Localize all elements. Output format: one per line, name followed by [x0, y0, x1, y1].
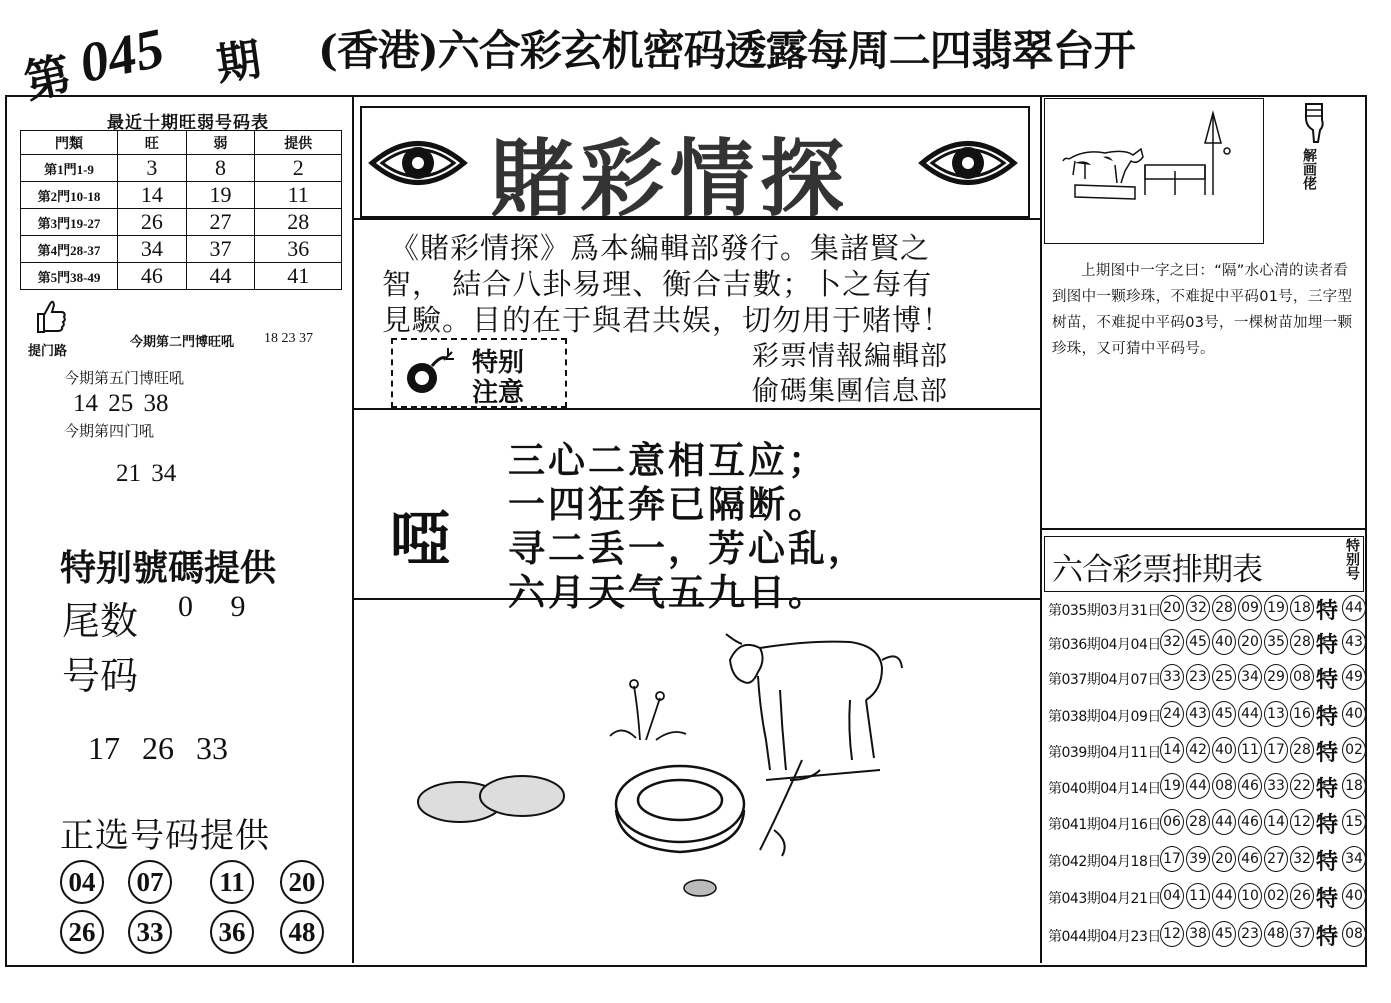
col-door: 門類	[21, 131, 118, 155]
provide-value: 2	[255, 155, 342, 182]
issue-suffix: 期	[213, 34, 264, 91]
riddle-line: 三心二意相互应；	[508, 439, 828, 482]
draw-ball: 16	[1290, 701, 1314, 727]
puzzle-hint-label: 解画佬	[1301, 148, 1317, 190]
draw-ball: 20	[1160, 595, 1184, 621]
divider-intro	[354, 408, 1040, 410]
draw-ball: 12	[1160, 921, 1184, 947]
draw-ball: 28	[1186, 809, 1210, 835]
special-ball: 34	[1342, 846, 1366, 872]
draw-ball: 06	[1160, 809, 1184, 835]
issue-prefix: 第	[19, 46, 76, 110]
special-ball: 49	[1342, 664, 1366, 690]
notice-bottom: 注意	[472, 378, 525, 408]
pick-ball: 33	[128, 910, 172, 954]
draw-label: 第040期04月14日	[1048, 781, 1161, 797]
draw-ball: 32	[1186, 595, 1210, 621]
draw-ball: 11	[1238, 737, 1262, 763]
schedule-row	[1048, 626, 1366, 658]
draw-ball: 28	[1212, 595, 1236, 621]
draw-ball: 02	[1264, 883, 1288, 909]
special-mark: 特	[1316, 632, 1339, 658]
draw-label: 第037期04月07日	[1048, 672, 1161, 688]
draw-ball: 39	[1186, 846, 1210, 872]
draw-ball: 44	[1212, 883, 1236, 909]
draw-ball: 13	[1264, 701, 1288, 727]
pick-ball: 07	[128, 860, 172, 904]
special-ball: 40	[1342, 883, 1366, 909]
weak-value: 8	[186, 155, 255, 182]
table-row	[21, 209, 342, 236]
row-label: 第2門10-18	[21, 182, 118, 209]
special-ball: 15	[1342, 809, 1366, 835]
draw-label: 第036期04月04日	[1048, 637, 1161, 653]
draw-ball: 38	[1186, 921, 1210, 947]
draw-ball: 20	[1212, 846, 1236, 872]
door-line2-text: 今期第五门博旺吼	[64, 369, 185, 387]
pointing-hand-icon	[1300, 100, 1330, 148]
door-line1-numbers: 18 23 37	[264, 331, 313, 346]
schedule-side-label: 特别号	[1344, 538, 1360, 580]
tail-label: 尾数	[62, 599, 139, 643]
draw-ball: 37	[1290, 921, 1314, 947]
schedule-row	[1048, 918, 1366, 950]
special-numbers: 17 26 33	[88, 730, 228, 766]
divider-right	[1040, 528, 1365, 530]
draw-ball: 44	[1186, 773, 1210, 799]
draw-ball: 14	[1264, 809, 1288, 835]
masthead-title: 賭彩情探	[490, 129, 851, 228]
draw-ball: 28	[1290, 629, 1314, 655]
schedule-row	[1048, 661, 1366, 693]
well-drawing	[616, 766, 744, 852]
hot-value: 34	[118, 236, 187, 263]
row-label: 第1門1-9	[21, 155, 118, 182]
riddle-line: 寻二丢一，芳心乱，	[508, 527, 868, 570]
draw-ball: 20	[1238, 629, 1262, 655]
notice-top: 特别	[472, 348, 525, 378]
draw-label: 第035期03月31日	[1048, 603, 1161, 619]
special-ball: 40	[1342, 701, 1366, 727]
special-mark: 特	[1316, 812, 1339, 838]
special-mark: 特	[1316, 740, 1339, 766]
draw-ball: 08	[1212, 773, 1236, 799]
publisher1: 彩票情報編輯部	[752, 341, 948, 372]
schedule-row	[1048, 806, 1366, 838]
draw-label: 第042期04月18日	[1048, 854, 1161, 870]
freq-table-title: 最近十期旺弱号码表	[107, 113, 269, 133]
weak-value: 19	[186, 182, 255, 209]
draw-ball: 08	[1290, 664, 1314, 690]
plant-drawing	[610, 680, 686, 740]
door-line1-text: 今期第二門博旺吼	[130, 335, 235, 350]
lamb-drawing	[726, 634, 902, 780]
special-title: 特别號碼提供	[60, 548, 277, 589]
tail-values: 0 9	[178, 590, 246, 623]
provide-value: 28	[255, 209, 342, 236]
draw-ball: 48	[1264, 921, 1288, 947]
riddle-line: 一四狂奔已隔断。	[508, 483, 828, 526]
draw-ball: 46	[1238, 846, 1262, 872]
pick-ball: 04	[60, 860, 104, 904]
provide-value: 41	[255, 263, 342, 290]
schedule-row	[1048, 592, 1366, 624]
draw-ball: 26	[1290, 883, 1314, 909]
draw-ball: 10	[1238, 883, 1262, 909]
thumbs-up-icon	[30, 296, 70, 336]
puzzle-explanation: 上期图中一字之曰：“隔”水心清的读者看到图中一颗珍珠，不难捉中平码01号，三字型树苗，不难捉中平码03号，一棵树苗加埋一颗珍珠，又可猜中平码号。	[1052, 263, 1353, 357]
special-mark: 特	[1316, 667, 1339, 693]
draw-ball: 44	[1212, 809, 1236, 835]
weak-value: 44	[186, 263, 255, 290]
draw-ball: 04	[1160, 883, 1184, 909]
pearl-drawing	[684, 880, 716, 896]
door-tips-label: 提门路	[28, 344, 68, 359]
puzzle-picture	[1044, 98, 1264, 244]
table-row	[21, 236, 342, 263]
draw-ball: 40	[1212, 629, 1236, 655]
row-label: 第4門28-37	[21, 236, 118, 263]
draw-ball: 28	[1290, 737, 1314, 763]
special-ball: 43	[1342, 629, 1366, 655]
pick-ball: 11	[210, 860, 254, 904]
issue-number: 045	[74, 16, 170, 96]
eye-icon	[368, 130, 468, 200]
draw-label: 第041期04月16日	[1048, 817, 1161, 833]
draw-ball: 29	[1264, 664, 1288, 690]
special-mark: 特	[1316, 849, 1339, 875]
weak-value: 27	[186, 209, 255, 236]
schedule-row	[1048, 880, 1366, 912]
table-row	[21, 182, 342, 209]
publisher2: 偷碼集團信息部	[752, 376, 948, 407]
bomb-icon	[400, 346, 456, 402]
special-mark: 特	[1316, 776, 1339, 802]
schedule-title: 六合彩票排期表	[1052, 552, 1262, 588]
draw-ball: 25	[1212, 664, 1236, 690]
draw-ball: 32	[1160, 629, 1184, 655]
provide-value: 36	[255, 236, 342, 263]
freq-table	[20, 130, 342, 290]
special-ball: 18	[1342, 773, 1366, 799]
draw-label: 第039期04月11日	[1048, 745, 1161, 761]
draw-ball: 32	[1290, 846, 1314, 872]
table-row	[21, 155, 342, 182]
col-hot: 旺	[118, 131, 187, 155]
schedule-row	[1048, 843, 1366, 875]
row-label: 第5門38-49	[21, 263, 118, 290]
draw-ball: 45	[1212, 921, 1236, 947]
special-ball: 44	[1342, 595, 1366, 621]
intro-line3: 見驗。目的在于與君共娱，切勿用于赌博！	[382, 303, 953, 337]
hot-value: 14	[118, 182, 187, 209]
hot-value: 46	[118, 263, 187, 290]
draw-ball: 43	[1186, 701, 1210, 727]
draw-ball: 46	[1238, 809, 1262, 835]
draw-ball: 22	[1290, 773, 1314, 799]
draw-ball: 12	[1290, 809, 1314, 835]
draw-ball: 17	[1160, 846, 1184, 872]
schedule-row	[1048, 734, 1366, 766]
special-ball: 02	[1342, 737, 1366, 763]
draw-ball: 45	[1212, 701, 1236, 727]
draw-ball: 33	[1264, 773, 1288, 799]
draw-ball: 46	[1238, 773, 1262, 799]
special-mark: 特	[1316, 886, 1339, 912]
headline: (香港)六合彩玄机密码透露每周二四翡翠台开	[318, 26, 1135, 75]
hot-value: 3	[118, 155, 187, 182]
issue-label	[18, 16, 288, 110]
door-line3-text: 今期第四门吼	[64, 422, 155, 440]
draw-ball: 18	[1290, 595, 1314, 621]
draw-ball: 09	[1238, 595, 1262, 621]
intro-line2: 智， 結合八卦易理、衡合吉數；卜之每有	[382, 267, 933, 301]
row-label: 第3門19-27	[21, 209, 118, 236]
provide-value: 11	[255, 182, 342, 209]
special-mark: 特	[1316, 704, 1339, 730]
riddle-line: 六月天气五九日。	[508, 571, 828, 614]
draw-label: 第038期04月09日	[1048, 709, 1161, 725]
draw-label: 第044期04月23日	[1048, 929, 1161, 945]
intro-line1: 《賭彩情探》爲本編輯部發行。集諸賢之	[390, 231, 931, 265]
seedling-drawing	[760, 760, 820, 856]
draw-ball: 40	[1212, 737, 1236, 763]
col-provide: 提供	[255, 131, 342, 155]
pick-ball: 48	[280, 910, 324, 954]
riddle-illustration	[410, 620, 930, 924]
draw-ball: 24	[1160, 701, 1184, 727]
pick-ball: 26	[60, 910, 104, 954]
schedule-row	[1048, 698, 1366, 730]
draw-ball: 17	[1264, 737, 1288, 763]
number-label: 号码	[62, 654, 139, 698]
draw-ball: 14	[1160, 737, 1184, 763]
draw-ball: 23	[1238, 921, 1262, 947]
draw-ball: 34	[1238, 664, 1262, 690]
riddle-tag: 啞	[390, 505, 450, 575]
special-ball: 08	[1342, 921, 1366, 947]
draw-label: 第043期04月21日	[1048, 891, 1161, 907]
draw-ball: 23	[1186, 664, 1210, 690]
draw-ball: 19	[1264, 595, 1288, 621]
table-row	[21, 263, 342, 290]
pick-ball: 20	[280, 860, 324, 904]
schedule-row	[1048, 770, 1366, 802]
draw-ball: 27	[1264, 846, 1288, 872]
col-weak: 弱	[186, 131, 255, 155]
draw-ball: 33	[1160, 664, 1184, 690]
draw-ball: 45	[1186, 629, 1210, 655]
draw-ball: 35	[1264, 629, 1288, 655]
draw-ball: 42	[1186, 737, 1210, 763]
special-mark: 特	[1316, 924, 1339, 950]
door-line3-numbers: 21 34	[116, 460, 177, 487]
door-line2-numbers: 14 25 38	[73, 390, 169, 417]
draw-ball: 44	[1238, 701, 1262, 727]
draw-ball: 19	[1160, 773, 1184, 799]
mats-drawing	[418, 776, 564, 822]
draw-ball: 11	[1186, 883, 1210, 909]
eye-icon	[918, 130, 1018, 200]
picks-title: 正选号码提供	[60, 816, 270, 856]
special-mark: 特	[1316, 598, 1339, 624]
pick-ball: 36	[210, 910, 254, 954]
hot-value: 26	[118, 209, 187, 236]
weak-value: 37	[186, 236, 255, 263]
